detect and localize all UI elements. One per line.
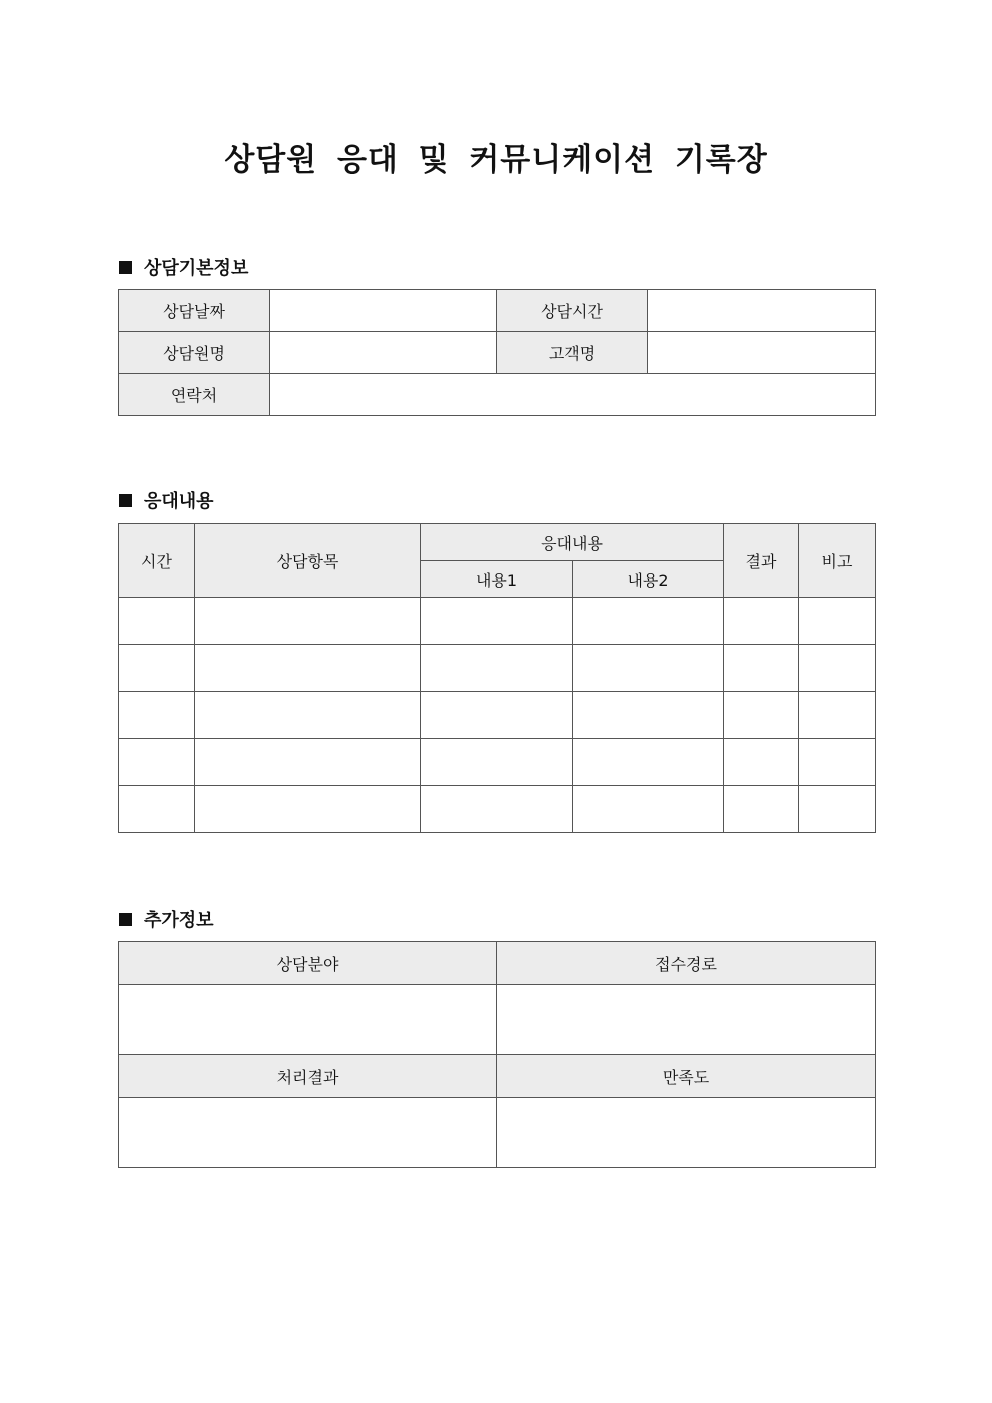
header-result: 결과: [724, 524, 799, 598]
section-heading-response: [119, 487, 214, 513]
customer-field[interactable]: [648, 332, 876, 374]
label-customer: 고객명: [497, 332, 648, 374]
cell-time[interactable]: [119, 692, 195, 739]
contact-field[interactable]: [270, 374, 876, 416]
label-channel: 접수경로: [497, 942, 876, 985]
label-agent: 상담원명: [119, 332, 270, 374]
section-heading-basic: [119, 254, 248, 280]
label-outcome: 처리결과: [119, 1055, 497, 1098]
cell-content2[interactable]: [573, 598, 724, 645]
cell-note[interactable]: [799, 645, 876, 692]
square-bullet-icon: [119, 261, 132, 274]
response-table: [118, 523, 876, 833]
cell-item[interactable]: [195, 786, 421, 833]
cell-time[interactable]: [119, 645, 195, 692]
channel-input[interactable]: [497, 985, 876, 1055]
cell-result[interactable]: [724, 645, 799, 692]
label-contact: 연락처: [119, 374, 270, 416]
section-heading-label: 추가정보: [144, 910, 214, 931]
cell-result[interactable]: [724, 786, 799, 833]
table-row: [119, 645, 876, 692]
cell-time[interactable]: [119, 739, 195, 786]
cell-time[interactable]: [119, 598, 195, 645]
cell-note[interactable]: [799, 692, 876, 739]
section-heading-label: 상담기본정보: [144, 258, 249, 279]
additional-info-table: [118, 941, 876, 1168]
table-row: [119, 739, 876, 786]
header-item: 상담항목: [195, 524, 421, 598]
header-content-group: 응대내용: [421, 524, 724, 561]
cell-content2[interactable]: [573, 786, 724, 833]
section-heading-label: 응대내용: [144, 491, 214, 512]
cell-item[interactable]: [195, 645, 421, 692]
cell-content2[interactable]: [573, 645, 724, 692]
label-date: 상담날짜: [119, 290, 270, 332]
square-bullet-icon: [119, 913, 132, 926]
page-title: 상담원 응대 및 커뮤니케이션 기록장: [224, 142, 768, 178]
cell-note[interactable]: [799, 598, 876, 645]
satisfaction-input[interactable]: [497, 1098, 876, 1168]
cell-content2[interactable]: [573, 739, 724, 786]
header-note: 비고: [799, 524, 876, 598]
cell-content1[interactable]: [421, 739, 573, 786]
square-bullet-icon: [119, 494, 132, 507]
cell-content2[interactable]: [573, 692, 724, 739]
cell-item[interactable]: [195, 739, 421, 786]
label-field: 상담분야: [119, 942, 497, 985]
cell-note[interactable]: [799, 739, 876, 786]
date-field[interactable]: [270, 290, 497, 332]
cell-item[interactable]: [195, 598, 421, 645]
header-time: 시간: [119, 524, 195, 598]
header-content2: 내용2: [573, 561, 724, 598]
label-time: 상담시간: [497, 290, 648, 332]
basic-info-table: [118, 289, 876, 416]
table-row: [119, 786, 876, 833]
time-field[interactable]: [648, 290, 876, 332]
agent-field[interactable]: [270, 332, 497, 374]
header-content1: 내용1: [421, 561, 573, 598]
cell-content1[interactable]: [421, 598, 573, 645]
cell-result[interactable]: [724, 598, 799, 645]
cell-content1[interactable]: [421, 645, 573, 692]
table-row: [119, 692, 876, 739]
cell-content1[interactable]: [421, 786, 573, 833]
table-row: [119, 598, 876, 645]
cell-content1[interactable]: [421, 692, 573, 739]
field-input[interactable]: [119, 985, 497, 1055]
cell-note[interactable]: [799, 786, 876, 833]
outcome-input[interactable]: [119, 1098, 497, 1168]
cell-item[interactable]: [195, 692, 421, 739]
section-heading-additional: [119, 906, 214, 932]
cell-result[interactable]: [724, 739, 799, 786]
cell-time[interactable]: [119, 786, 195, 833]
label-satisfaction: 만족도: [497, 1055, 876, 1098]
cell-result[interactable]: [724, 692, 799, 739]
